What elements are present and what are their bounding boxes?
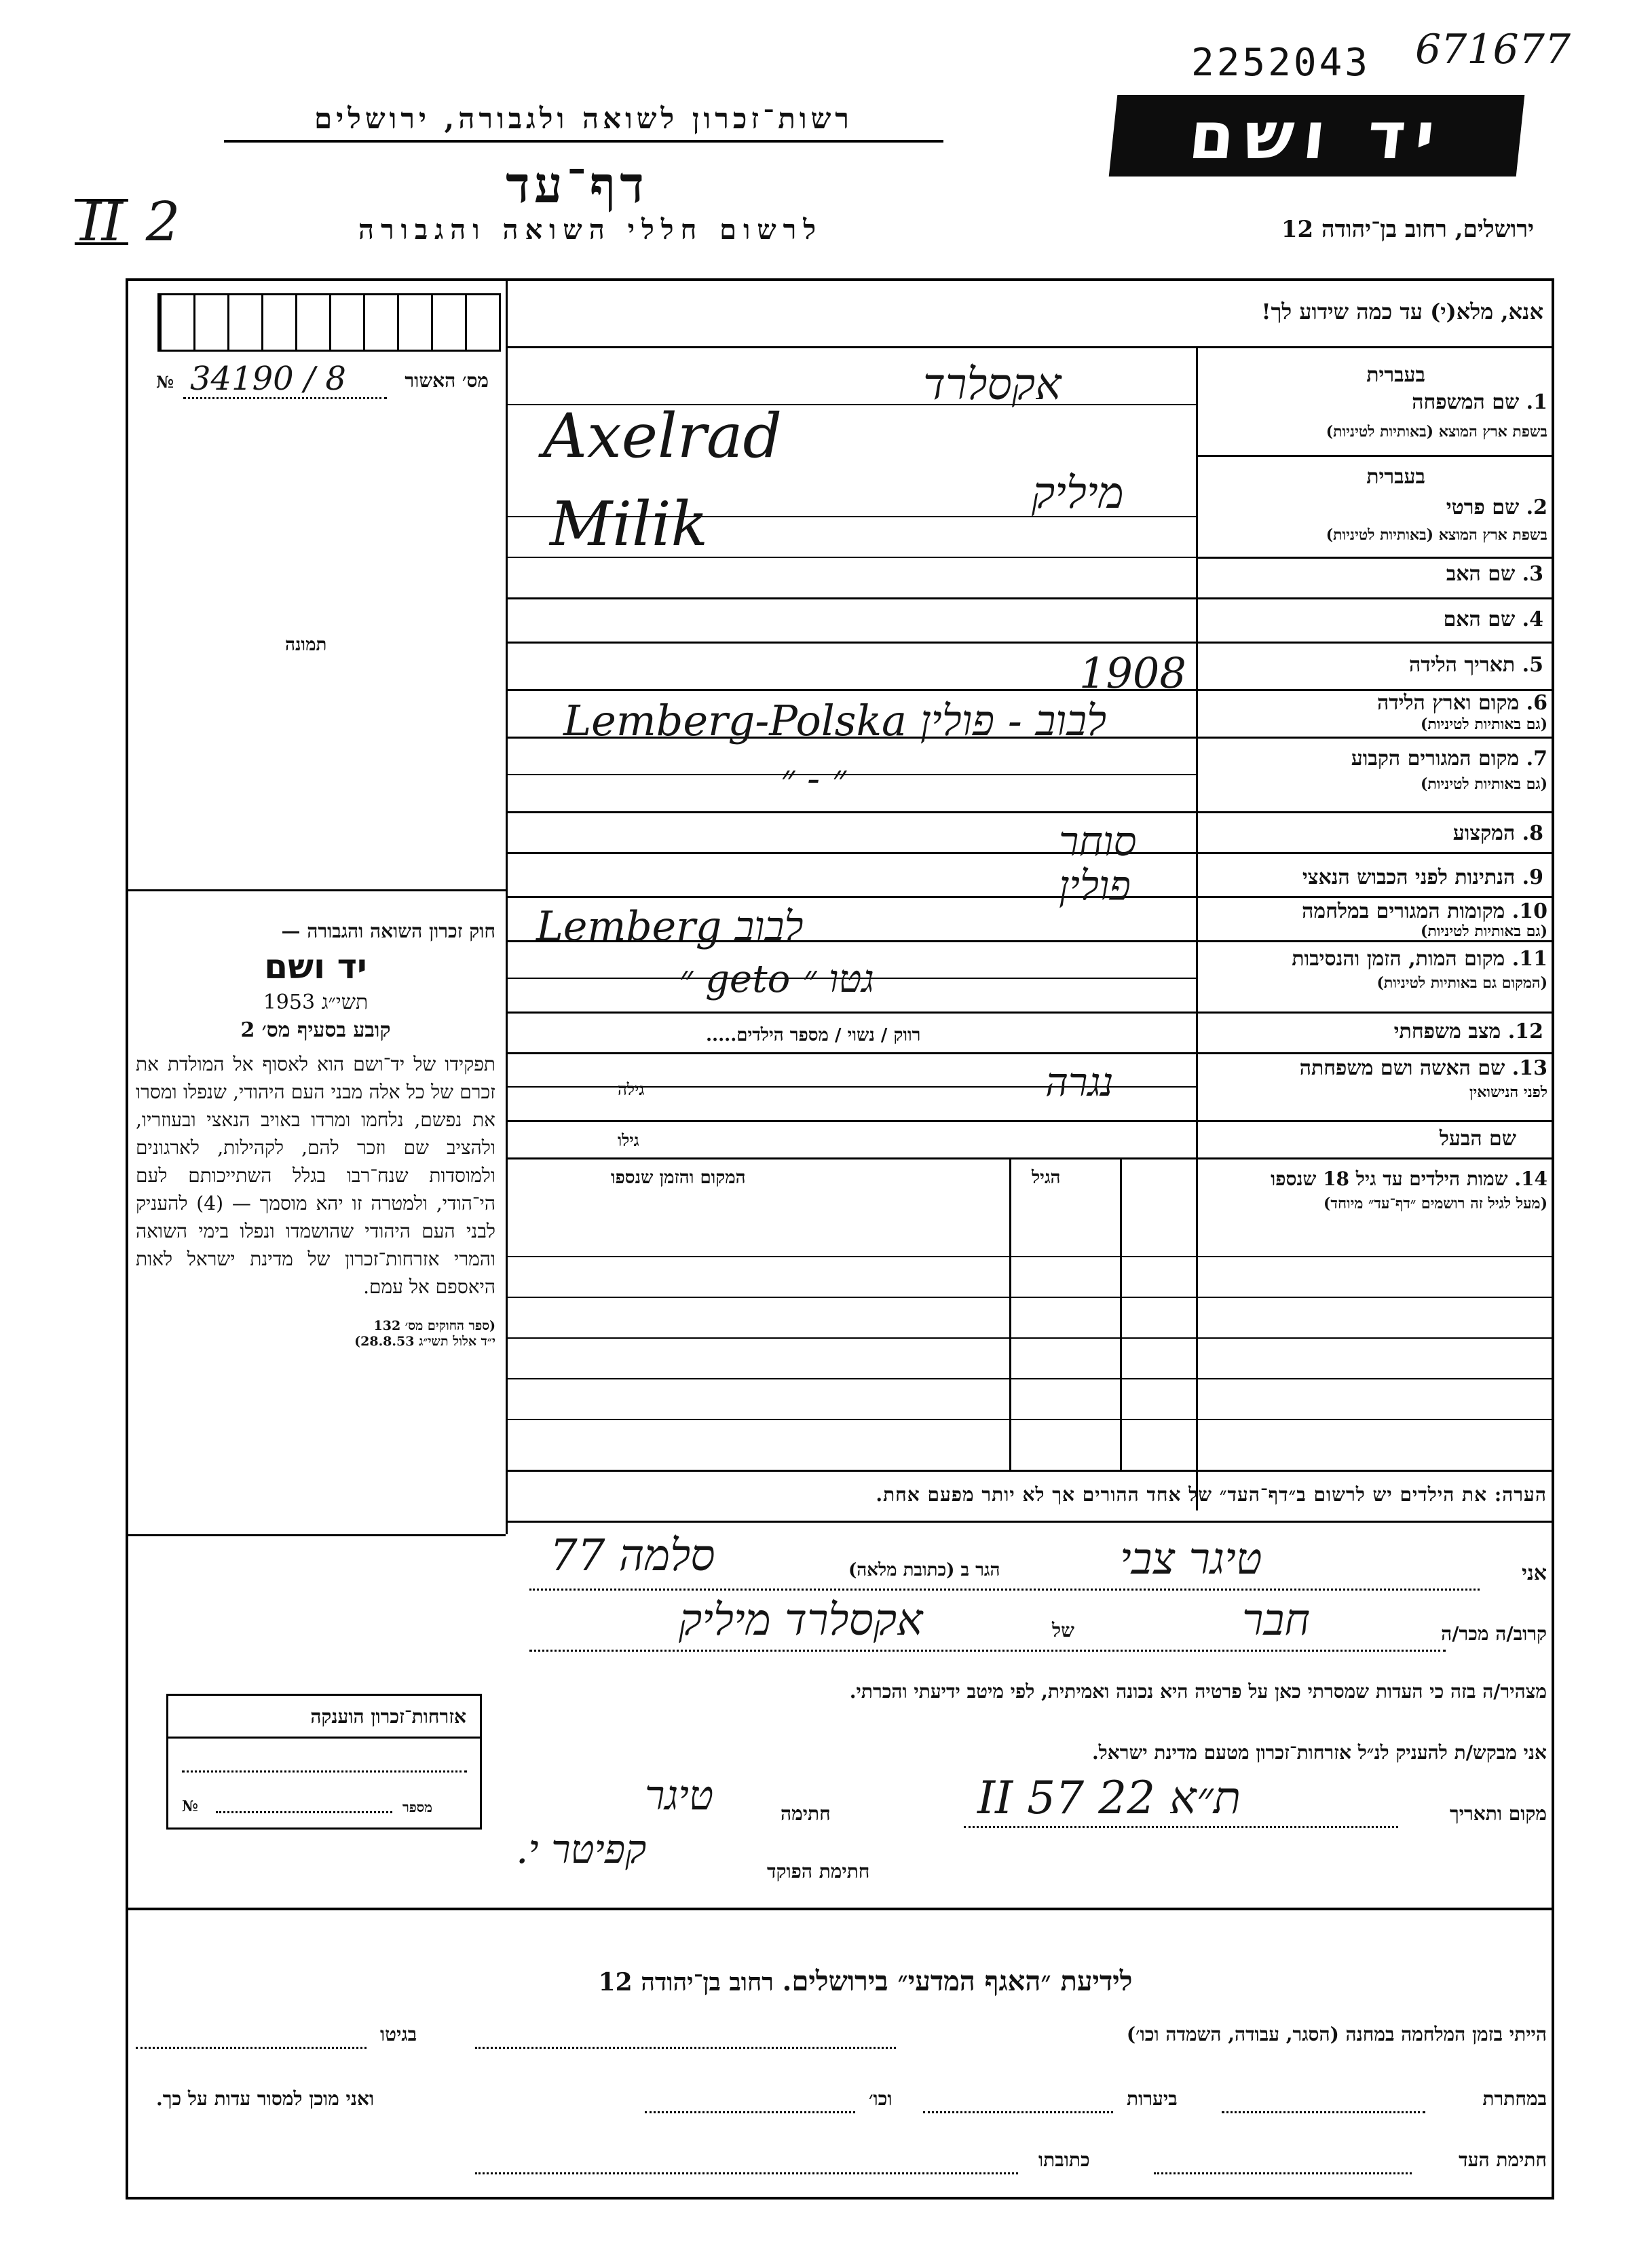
logo-text: יד ושם bbox=[1185, 98, 1448, 174]
declaration-line bbox=[529, 1650, 1446, 1652]
field-label bbox=[1446, 496, 1547, 519]
labels-column-divider bbox=[1196, 346, 1198, 1510]
footer-divider bbox=[126, 1908, 1554, 1910]
field-marital-status bbox=[1394, 1020, 1543, 1043]
field-number: 1. bbox=[1526, 390, 1547, 414]
approval-boxes bbox=[157, 293, 501, 352]
permanent-address-value[interactable]: ״ - ״ bbox=[781, 757, 847, 801]
field-citizenship bbox=[1302, 866, 1543, 889]
institution-name: רשות־זכרון לשואה ולגבורה, ירושלים bbox=[224, 102, 943, 143]
footer-line1-camp: הייתי בזמן המלחמה במחנה (הסגר, עבודה, השמדה וכו׳) bbox=[1126, 2023, 1547, 2045]
husband-age-label: גילו bbox=[618, 1130, 639, 1150]
children-col-divider bbox=[1120, 1157, 1122, 1470]
relation-value[interactable]: חבר bbox=[1242, 1595, 1311, 1646]
address-label: הגר ב (כתובת מלאה) bbox=[848, 1560, 1000, 1580]
declaration-statement: מצהיר/ה בזה כי העדות שמסרתי כאן על פרטיה היא נכונה ואמיתית, לפי מיטב ידיעתי והכרתי. bbox=[849, 1680, 1547, 1703]
grid-line bbox=[506, 642, 1554, 644]
children-col-place: המקום והזמן שנספו bbox=[611, 1168, 746, 1188]
children-col-divider bbox=[1009, 1157, 1011, 1470]
grid-line bbox=[506, 1012, 1554, 1014]
intro-text: אנא, מלא(י) עד כמה שידוע לך! bbox=[1261, 299, 1543, 324]
field-sub: (גם באותיות לטיניות) bbox=[1420, 716, 1547, 733]
footer-line bbox=[1154, 2172, 1412, 2174]
header-address: ירושלים, רחוב בן־יהודה 12 bbox=[1281, 216, 1534, 243]
declarant-name[interactable]: טיגר צבי bbox=[1120, 1534, 1262, 1584]
grid-line bbox=[1196, 455, 1554, 457]
field-wife-name bbox=[1201, 1056, 1547, 1117]
children-col-age: הגיל bbox=[1032, 1168, 1061, 1188]
declaration-request: אני מבקש/ת להעניק לנ״ל אזרחות־זכרון מטעם מדינת ישראל. bbox=[1091, 1741, 1547, 1764]
photo-label: תמונה bbox=[285, 635, 327, 655]
footer-line2-underground: במחתרת bbox=[1482, 2087, 1547, 2110]
field-label-text: מצב משפחתי bbox=[1393, 1020, 1501, 1043]
approval-number-label: מס׳ האשור bbox=[405, 369, 489, 392]
field-number: 10. bbox=[1512, 899, 1547, 923]
field-number: 12. bbox=[1507, 1020, 1543, 1043]
children-label: 14. שמות הילדים עד גיל 18 שנספו bbox=[1271, 1168, 1547, 1190]
approval-number-symbol: № bbox=[156, 372, 174, 392]
law-body: תפקידו של יד־ושם הוא לאסוף אל המולדת את זכרם של כל אלה מבני העם היהודי, שנפלו ומסרו את נפשם, נלחמו ומרדו באויב הנאצי ובעוזריו, ולהציב שם וזכר להם, לקהילות, לארגונים ולמוסדות שנח־רבו בגלל השתייכותם לעם הי־הודי, ולמטרה זו יהא מוסמך — (4) להעניק לבני העם היהודי שהושמדו ונפלו בימי השואה והמרי אזרחות־זכרון של מדינת ישראל לאות היאספם אל עמם. bbox=[136, 1053, 495, 1298]
approval-line bbox=[183, 397, 387, 399]
children-row bbox=[506, 1378, 1554, 1379]
field-label-text: מקום המגורים הקבוע bbox=[1351, 747, 1520, 771]
law-clause: קובע בסעיף מס׳ 2 bbox=[240, 1018, 391, 1042]
footer-title: לידיעת ״האגף המדעי״ בירושלים. bbox=[782, 1965, 1133, 1997]
field-sub: בשפת ארץ המוצא (באותיות לטיניות) bbox=[1326, 526, 1547, 544]
grid-line bbox=[1196, 557, 1554, 559]
wartime-residence-value[interactable]: Lemberg לבוב bbox=[536, 903, 804, 950]
officer-signature-label: חתימת הפוקד bbox=[767, 1860, 870, 1882]
field-sub: לפני הנישואין bbox=[1469, 1083, 1547, 1101]
citizenship-box-divider bbox=[168, 1737, 480, 1739]
family-name-latin[interactable]: Axelrad bbox=[543, 401, 783, 472]
children-row bbox=[506, 1297, 1554, 1298]
field-profession bbox=[1453, 821, 1543, 845]
field-number: 8. bbox=[1522, 821, 1543, 845]
field-label-text: שם האם bbox=[1443, 608, 1516, 631]
citizenship-value[interactable]: פולין bbox=[1059, 862, 1131, 910]
field-label-text: שם האשה ושם משפחתה bbox=[1299, 1056, 1505, 1080]
writing-line bbox=[506, 774, 1196, 775]
citizenship-number-label: מספר bbox=[402, 1799, 432, 1815]
field-label-text: שם האב bbox=[1446, 562, 1516, 586]
roman-two-mark: II bbox=[75, 199, 128, 245]
field-number: 5. bbox=[1522, 653, 1543, 677]
footer-line bbox=[923, 2111, 1113, 2113]
children-row bbox=[506, 1337, 1554, 1339]
field-number: 11. bbox=[1512, 947, 1547, 971]
field-label bbox=[1351, 747, 1547, 771]
field-number: 13. bbox=[1512, 1056, 1547, 1080]
footer-line1-ghetto: בגיטו bbox=[380, 2023, 417, 2045]
serial-number: 2252043 bbox=[1191, 41, 1371, 85]
left-column-divider bbox=[506, 278, 508, 1534]
citizenship-box-line bbox=[182, 1770, 467, 1773]
grid-line bbox=[506, 811, 1554, 813]
approval-number-value[interactable]: 34190 / 8 bbox=[190, 360, 346, 398]
first-name-hebrew[interactable]: מיליק bbox=[1032, 468, 1124, 519]
field-sub: (המקום גם באותיות לטיניות) bbox=[1376, 974, 1547, 992]
field-label-text: מקומות המגורים במלחמה bbox=[1302, 899, 1505, 923]
signature-value[interactable]: טיגר bbox=[645, 1772, 714, 1819]
relative-label: קרוב/ה מכר/ה bbox=[1441, 1622, 1547, 1645]
profession-value[interactable]: סוחר bbox=[1059, 818, 1137, 866]
birth-date-value[interactable]: 1908 bbox=[1079, 648, 1186, 698]
field-label-text: שם הבעל bbox=[1439, 1127, 1516, 1151]
grid-line bbox=[506, 1120, 1554, 1122]
grid-line bbox=[506, 852, 1554, 854]
note-divider bbox=[506, 1521, 1554, 1523]
footer-line bbox=[645, 2111, 855, 2113]
field-family-name bbox=[1201, 350, 1547, 455]
field-label-text: תאריך הלידה bbox=[1409, 653, 1516, 677]
law-block bbox=[136, 920, 495, 1350]
death-place-value[interactable]: ״ geto גטו ״ bbox=[679, 957, 874, 1001]
field-husband-name bbox=[1440, 1127, 1516, 1151]
footer-witness-address: כתובתו bbox=[1038, 2149, 1090, 2171]
law-citation-1: (ספר החוקים מס׳ 132 bbox=[373, 1318, 495, 1333]
field-birth-place bbox=[1201, 691, 1547, 735]
citizenship-number-symbol: № bbox=[182, 1798, 198, 1815]
of-value[interactable]: אקסלרד מיליק bbox=[679, 1595, 923, 1646]
children-row bbox=[506, 1256, 1554, 1257]
first-name-latin[interactable]: Milik bbox=[550, 489, 709, 560]
field-wartime-residence bbox=[1201, 899, 1547, 940]
yad-vashem-logo bbox=[1109, 95, 1525, 177]
field-label-text: שם המשפחה bbox=[1412, 390, 1520, 414]
officer-signature-value[interactable]: קפיטר י. bbox=[516, 1826, 647, 1872]
place-date-label: מקום ותאריך bbox=[1449, 1802, 1547, 1825]
field-death-place bbox=[1201, 947, 1547, 1008]
law-title: חוק זכרון השואה והגבורה — bbox=[281, 920, 495, 942]
photo-divider bbox=[126, 889, 506, 891]
field-birth-date bbox=[1409, 653, 1543, 677]
form-title: דף־עד bbox=[506, 156, 648, 215]
birth-place-value[interactable]: Lemberg-Polska לבוב - פולין bbox=[563, 696, 1107, 745]
declaration-ani: אני bbox=[1522, 1561, 1547, 1585]
footer-line bbox=[136, 2047, 367, 2049]
field-sub: (גם באותיות לטיניות) bbox=[1420, 923, 1547, 940]
form-subtitle: לרשום חללי השואה והגבורה bbox=[358, 214, 823, 246]
children-table-end bbox=[506, 1470, 1554, 1472]
grid-line bbox=[506, 1157, 1554, 1159]
field-label bbox=[1292, 947, 1547, 971]
footer-witness-signature: חתימת העד bbox=[1459, 2149, 1547, 2171]
margin-mark bbox=[75, 190, 181, 253]
field-sub: בשפת ארץ המוצא (באותיות לטיניות) bbox=[1326, 423, 1547, 441]
lang-label: בעברית bbox=[1366, 363, 1425, 387]
field-label bbox=[1302, 899, 1547, 923]
field-label-text: המקצוע bbox=[1452, 821, 1516, 845]
grid-line bbox=[506, 597, 1554, 599]
children-row bbox=[506, 1419, 1554, 1420]
field-number: 6. bbox=[1526, 691, 1547, 715]
grid-line bbox=[506, 1052, 1554, 1054]
footer-line2-etc: וכו׳ bbox=[869, 2087, 893, 2110]
grid-line bbox=[506, 346, 1554, 348]
margin-mark-value: 2 bbox=[145, 190, 181, 253]
field-father-name bbox=[1446, 562, 1543, 586]
grid-line bbox=[506, 896, 1554, 898]
law-name: יד ושם bbox=[264, 947, 367, 986]
field-label-text: מקום המות, הזמן והנסיבות bbox=[1292, 947, 1505, 971]
field-label bbox=[1377, 691, 1547, 715]
citizenship-box-title: אזרחות־זכרון הוענקה bbox=[310, 1705, 466, 1728]
approval-field bbox=[149, 360, 502, 401]
law-citation-2: י״ד אלול תשי״ג 28.8.53) bbox=[354, 1334, 495, 1349]
citizenship-box-line bbox=[216, 1811, 392, 1813]
footer-address: רחוב בן־יהודה 12 bbox=[598, 1968, 774, 1997]
law-divider bbox=[126, 1534, 506, 1536]
footer-line bbox=[475, 2047, 896, 2049]
declaration-line bbox=[529, 1589, 1480, 1591]
handwritten-number: 671677 bbox=[1415, 26, 1571, 73]
field-permanent-address bbox=[1201, 747, 1547, 808]
field-label bbox=[1300, 1056, 1547, 1080]
address-value[interactable]: סלמה 77 bbox=[550, 1531, 715, 1581]
field-number: 3. bbox=[1522, 562, 1543, 586]
field-label bbox=[1412, 390, 1547, 414]
place-date-line bbox=[964, 1826, 1398, 1828]
wife-age-label: גילה bbox=[618, 1079, 645, 1099]
field-number: 9. bbox=[1522, 866, 1543, 889]
field-label-text: מקום וארץ הלידה bbox=[1376, 691, 1520, 715]
wife-name-value[interactable]: נגרה bbox=[1045, 1059, 1114, 1105]
family-name-hebrew[interactable]: אקסלרד bbox=[923, 360, 1062, 410]
lang-label: בעברית bbox=[1366, 465, 1425, 489]
children-note: הערה: את הילדים יש לרשום ב״דף־העד״ של אחד ההורים אך לא יותר מפעם אחת. bbox=[876, 1483, 1547, 1506]
field-label-text: הנתינות לפני הכבוש הנאצי bbox=[1302, 866, 1516, 889]
footer-line bbox=[1222, 2111, 1425, 2113]
footer-title-row bbox=[475, 1965, 1256, 1997]
field-sub: (גם באותיות לטיניות) bbox=[1420, 775, 1547, 793]
of-label: של bbox=[1052, 1619, 1074, 1641]
law-year: תשי״ג 1953 bbox=[263, 990, 369, 1014]
place-date-value[interactable]: ת״א 22 II 57 bbox=[977, 1772, 1241, 1824]
children-header bbox=[1127, 1168, 1547, 1222]
footer-line2-forests: ביערות bbox=[1127, 2087, 1178, 2110]
footer-line2-ready: ואני מוכן למסור עדות על כך. bbox=[156, 2087, 375, 2110]
field-label-text: שם פרטי bbox=[1446, 496, 1520, 519]
children-sub: (מעל לגיל זה רושמים ״דף־עד״ מיוחד) bbox=[1323, 1195, 1547, 1212]
field-number: 4. bbox=[1522, 608, 1543, 631]
marital-status-value: רווק / נשוי / מספר הילדים..... bbox=[706, 1025, 921, 1045]
citizenship-box bbox=[166, 1694, 482, 1830]
signature-label: חתימה bbox=[781, 1802, 831, 1825]
field-number: 2. bbox=[1526, 496, 1547, 519]
field-first-name bbox=[1201, 458, 1547, 557]
field-mother-name bbox=[1444, 608, 1543, 631]
field-number: 7. bbox=[1526, 747, 1547, 771]
footer-line bbox=[475, 2172, 1018, 2174]
